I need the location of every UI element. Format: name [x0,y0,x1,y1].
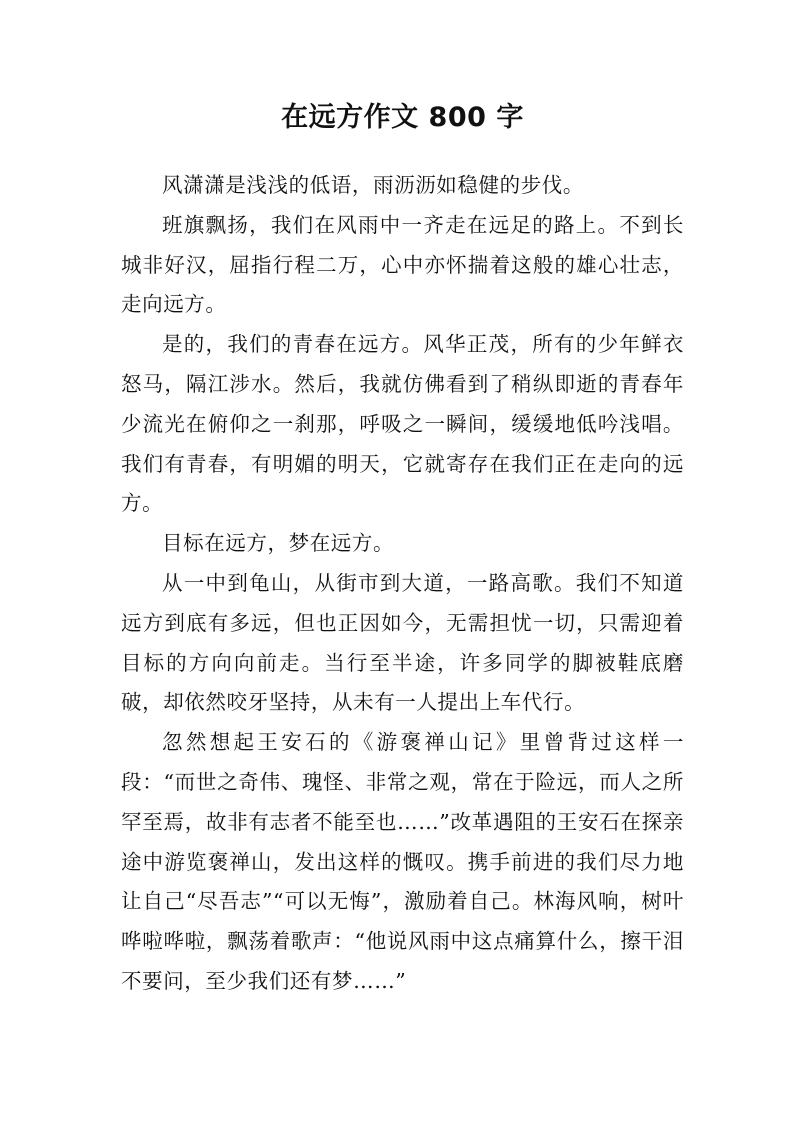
paragraph-2: 班旗飘扬，我们在风雨中一齐走在远足的路上。不到长城非好汉，屈指行程二万，心中亦怀揣着这般的雄心壮志，走向远方。 [121,212,684,317]
paragraph-5: 从一中到龟山，从街市到大道，一路高歌。我们不知道远方到底有多远，但也正因如今，无需担忧一切，只需迎着目标的方向向前走。当行至半途，许多同学的脚被鞋底磨破，却依然咬牙坚持，从未有一人提出上车代行。 [121,570,684,715]
paragraph-4: 目标在远方，梦在远方。 [162,531,395,556]
paragraph-1: 风潇潇是浅浅的低语，雨沥沥如稳健的步伐。 [162,173,584,197]
document-title: 在远方作文 800 字 [281,102,524,133]
paragraph-3: 是的，我们的青春在远方。风华正茂，所有的少年鲜衣怒马，隔江涉水。然后，我就仿佛看到了稍纵即逝的青春年少流光在俯仰之一刹那，呼吸之一瞬间，缓缓地低吟浅唱。我们有青春，有明媚的明天，它就寄存在我们正在走向的远方。 [121,332,684,516]
paragraph-6: 忽然想起王安石的《游褒禅山记》里曾背过这样一段：“而世之奇伟、瑰怪、非常之观，常在于险远，而人之所罕至焉，故非有志者不能至也……”改革遇阻的王安石在探亲途中游览褒禅山，发出这样的慨叹。携手前进的我们尽力地让自己“尽吾志”“可以无悔”，激励着自己。林海风响，树叶哗啦哗啦，飘荡着歌声：“他说风雨中这点痛算什么，擦干泪不要问，至少我们还有梦……” [121,730,684,993]
